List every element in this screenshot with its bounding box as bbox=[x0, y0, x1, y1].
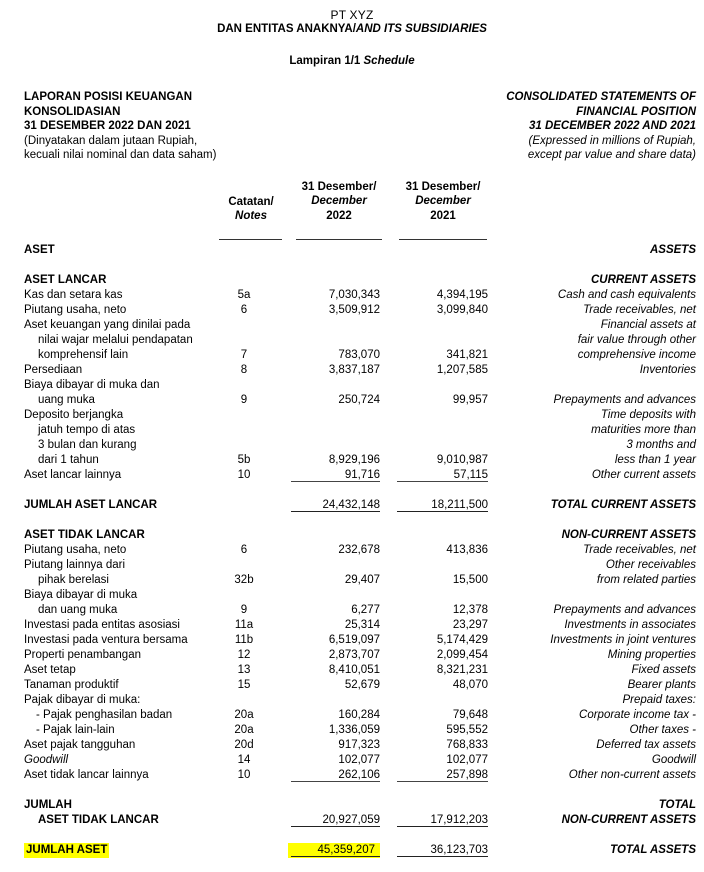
section-noncurrent-label-en: NON-CURRENT ASSETS bbox=[561, 528, 696, 541]
table-row bbox=[0, 363, 704, 378]
section-current-label: ASET LANCAR bbox=[24, 273, 107, 286]
table-row bbox=[0, 768, 704, 783]
row-label: Tanaman produktif bbox=[24, 678, 119, 691]
header-2022-line3: 2022 bbox=[326, 209, 352, 222]
title-id-line3: 31 DESEMBER 2022 DAN 2021 bbox=[24, 120, 191, 132]
column-headers bbox=[0, 179, 704, 241]
total-noncurrent-label-line2: ASET TIDAK LANCAR bbox=[38, 813, 159, 826]
row-value-2022: 52,679 bbox=[344, 678, 380, 691]
row-label-english: Other current assets bbox=[591, 468, 696, 481]
total-assets-2022 bbox=[282, 843, 385, 858]
row-value-2022: 2,873,707 bbox=[328, 648, 380, 661]
rule-under-notes bbox=[219, 239, 282, 240]
row-label-english: Investments in joint ventures bbox=[550, 633, 696, 646]
spacer-row bbox=[0, 258, 704, 273]
row-label-english: Financial assets at bbox=[600, 318, 696, 331]
column-header-2022 bbox=[296, 180, 382, 224]
table-row bbox=[0, 753, 704, 768]
table-row bbox=[0, 408, 704, 423]
row-label-english: from related parties bbox=[596, 573, 696, 586]
row-label-english: fair value through other bbox=[577, 333, 696, 346]
row-value-2021: 3,099,840 bbox=[436, 303, 488, 316]
row-note-reference: 12 bbox=[237, 648, 251, 661]
noncurrent-assets-rows bbox=[0, 543, 704, 783]
row-value-2022: 3,837,187 bbox=[328, 363, 380, 376]
table-row bbox=[0, 588, 704, 603]
title-en-line5: except par value and share data) bbox=[527, 149, 696, 161]
row-value-2022: 6,277 bbox=[351, 603, 380, 616]
table-row bbox=[0, 318, 704, 333]
row-value-2021: 341,821 bbox=[446, 348, 488, 361]
row-note-reference: 20a bbox=[234, 723, 254, 736]
row-value-2022: 3,509,912 bbox=[328, 303, 380, 316]
total-assets-label-en: TOTAL ASSETS bbox=[610, 843, 696, 856]
row-note-reference: 9 bbox=[240, 393, 248, 406]
total-current-assets-row bbox=[0, 498, 704, 513]
row-label: Piutang usaha, neto bbox=[24, 303, 127, 316]
row-label-english: Bearer plants bbox=[627, 678, 696, 691]
row-note-reference: 20d bbox=[234, 738, 254, 751]
table-row bbox=[0, 468, 704, 483]
row-label-english: comprehensive income bbox=[577, 348, 696, 361]
total-current-label: JUMLAH ASET LANCAR bbox=[24, 498, 158, 511]
table-row bbox=[0, 618, 704, 633]
header-2021-line3: 2021 bbox=[430, 209, 456, 222]
title-id-line4: (Dinyatakan dalam jutaan Rupiah, bbox=[24, 134, 198, 147]
row-note-reference: 5a bbox=[237, 288, 251, 301]
column-header-notes bbox=[213, 195, 289, 224]
spacer-row bbox=[0, 513, 704, 528]
row-value-2022: 102,077 bbox=[338, 753, 380, 766]
row-label: 3 bulan dan kurang bbox=[38, 438, 137, 451]
table-row bbox=[0, 558, 704, 573]
table-row bbox=[0, 393, 704, 408]
row-value-2022: 917,323 bbox=[338, 738, 380, 751]
row-note-reference: 13 bbox=[237, 663, 251, 676]
row-value-2021: 12,378 bbox=[452, 603, 488, 616]
row-value-2021: 48,070 bbox=[452, 678, 488, 691]
row-value-2022: 6,519,097 bbox=[328, 633, 380, 646]
company-name: PT XYZ bbox=[330, 8, 374, 22]
row-label: Deposito berjangka bbox=[24, 408, 124, 421]
row-note-reference: 10 bbox=[237, 768, 251, 781]
total-noncurrent-assets-row-line1 bbox=[0, 798, 704, 813]
table-row bbox=[0, 648, 704, 663]
row-label-english: Investments in associates bbox=[564, 618, 696, 631]
title-id-line2: KONSOLIDASIAN bbox=[24, 105, 121, 118]
statement-title-block bbox=[0, 90, 704, 163]
total-current-label-en: TOTAL CURRENT ASSETS bbox=[550, 498, 696, 511]
current-assets-rows bbox=[0, 288, 704, 483]
row-label-english: Other receivables bbox=[605, 558, 696, 571]
schedule-line bbox=[0, 54, 704, 68]
total-noncurrent-label-line1: JUMLAH bbox=[24, 798, 72, 811]
total-assets-label-cell bbox=[0, 843, 206, 858]
row-value-2021: 257,898 bbox=[385, 768, 490, 783]
row-value-2022: 160,284 bbox=[338, 708, 380, 721]
row-label: jatuh tempo di atas bbox=[38, 423, 136, 436]
table-row bbox=[0, 663, 704, 678]
row-note-reference: 10 bbox=[237, 468, 251, 481]
row-value-2021: 8,321,231 bbox=[436, 663, 488, 676]
table-row bbox=[0, 423, 704, 438]
statement-title-english bbox=[506, 90, 696, 163]
row-label: Piutang lainnya dari bbox=[24, 558, 126, 571]
row-value-2022: 91,716 bbox=[282, 468, 385, 483]
row-label: Goodwill bbox=[24, 753, 69, 766]
notes-header-id: Catatan/ bbox=[228, 195, 274, 208]
subsidiaries-id: DAN ENTITAS ANAKNYA/ bbox=[217, 23, 356, 35]
subsidiaries-en: AND ITS SUBSIDIARIES bbox=[355, 23, 487, 35]
row-label-english: Corporate income tax - bbox=[579, 708, 696, 721]
subsidiaries-line bbox=[0, 22, 704, 37]
row-value-2022: 8,929,196 bbox=[328, 453, 380, 466]
table-row bbox=[0, 738, 704, 753]
row-label-english: Prepayments and advances bbox=[553, 603, 696, 616]
row-label-english: Other taxes - bbox=[629, 723, 696, 736]
row-note-reference: 15 bbox=[237, 678, 251, 691]
table-row bbox=[0, 723, 704, 738]
row-label: Properti penambangan bbox=[24, 648, 141, 661]
total-current-2022: 24,432,148 bbox=[282, 498, 385, 513]
statement-body bbox=[0, 243, 704, 858]
row-label: komprehensif lain bbox=[38, 348, 129, 361]
total-noncurrent-label-en-line1: TOTAL bbox=[658, 798, 696, 811]
row-label-english: Prepaid taxes: bbox=[622, 693, 696, 706]
table-row bbox=[0, 543, 704, 558]
table-row bbox=[0, 378, 704, 393]
row-value-2022: 1,336,059 bbox=[328, 723, 380, 736]
row-label: Aset tetap bbox=[24, 663, 76, 676]
row-label-english: maturities more than bbox=[591, 423, 696, 436]
row-value-2021: 79,648 bbox=[452, 708, 488, 721]
title-en-line3: 31 DECEMBER 2022 AND 2021 bbox=[528, 120, 696, 132]
row-label-english: Goodwill bbox=[651, 753, 696, 766]
row-label: Kas dan setara kas bbox=[24, 288, 123, 301]
row-value-2021: 413,836 bbox=[446, 543, 488, 556]
statement-title-indonesian bbox=[24, 90, 216, 163]
row-value-2021: 1,207,585 bbox=[436, 363, 488, 376]
row-note-reference: 11a bbox=[234, 618, 254, 631]
row-value-2022: 8,410,051 bbox=[328, 663, 380, 676]
table-row bbox=[0, 288, 704, 303]
row-label-english: Deferred tax assets bbox=[596, 738, 696, 751]
spacer-row bbox=[0, 483, 704, 498]
column-header-2021 bbox=[399, 180, 487, 224]
row-note-reference: 32b bbox=[234, 573, 254, 586]
row-value-2021: 102,077 bbox=[446, 753, 488, 766]
header-2021-line1: 31 Desember/ bbox=[405, 180, 481, 193]
row-note-reference: 5b bbox=[237, 453, 251, 466]
total-noncurrent-label-en-line2: NON-CURRENT ASSETS bbox=[561, 813, 696, 826]
row-label-english: Trade receivables, net bbox=[583, 543, 696, 556]
title-en-line1: CONSOLIDATED STATEMENTS OF bbox=[506, 91, 696, 103]
row-value-2021: 768,833 bbox=[446, 738, 488, 751]
row-label-english: less than 1 year bbox=[614, 453, 696, 466]
section-heading-current-assets bbox=[0, 273, 704, 288]
row-label: Biaya dibayar di muka dan bbox=[24, 378, 160, 391]
table-row bbox=[0, 603, 704, 618]
row-label: dari 1 tahun bbox=[38, 453, 99, 466]
section-heading-assets bbox=[0, 243, 704, 258]
section-assets-label-en: ASSETS bbox=[649, 243, 696, 256]
row-value-2022: 25,314 bbox=[344, 618, 380, 631]
row-note-reference: 11b bbox=[234, 633, 254, 646]
row-label-english: 3 months and bbox=[626, 438, 696, 451]
row-label-english: Trade receivables, net bbox=[583, 303, 696, 316]
table-row bbox=[0, 693, 704, 708]
title-en-line2: FINANCIAL POSITION bbox=[576, 105, 696, 118]
header-2022-line1: 31 Desember/ bbox=[301, 180, 377, 193]
title-en-line4: (Expressed in millions of Rupiah, bbox=[528, 134, 696, 147]
rule-under-2022 bbox=[296, 239, 382, 240]
total-assets-2021: 36,123,703 bbox=[385, 843, 490, 858]
row-value-2022: 29,407 bbox=[344, 573, 380, 586]
row-label: Persediaan bbox=[24, 363, 83, 376]
row-value-2021: 4,394,195 bbox=[436, 288, 488, 301]
table-row bbox=[0, 348, 704, 363]
table-row bbox=[0, 573, 704, 588]
row-value-2022: 783,070 bbox=[338, 348, 380, 361]
row-note-reference: 20a bbox=[234, 708, 254, 721]
schedule-id: Lampiran 1/1 bbox=[289, 55, 364, 67]
header-2022-line2: December bbox=[311, 195, 367, 207]
row-label: Investasi pada ventura bersama bbox=[24, 633, 188, 646]
row-label: Aset lancar lainnya bbox=[24, 468, 122, 481]
row-label: Piutang usaha, neto bbox=[24, 543, 127, 556]
notes-header-en: Notes bbox=[235, 210, 267, 222]
row-value-2021: 99,957 bbox=[452, 393, 488, 406]
row-value-2021: 5,174,429 bbox=[436, 633, 488, 646]
row-label-english: Fixed assets bbox=[631, 663, 696, 676]
row-note-reference: 6 bbox=[240, 303, 248, 316]
section-noncurrent-label: ASET TIDAK LANCAR bbox=[24, 528, 145, 541]
section-assets-label: ASET bbox=[24, 243, 55, 256]
rule-under-2021 bbox=[399, 239, 487, 240]
row-value-2022: 250,724 bbox=[338, 393, 380, 406]
table-row bbox=[0, 708, 704, 723]
row-label: pihak berelasi bbox=[38, 573, 109, 586]
section-current-label-en: CURRENT ASSETS bbox=[591, 273, 696, 286]
row-value-2022: 262,106 bbox=[282, 768, 385, 783]
row-label: Aset pajak tangguhan bbox=[24, 738, 136, 751]
row-label-english: Cash and cash equivalents bbox=[557, 288, 696, 301]
row-note-reference: 6 bbox=[240, 543, 248, 556]
table-row bbox=[0, 678, 704, 693]
row-label: Aset tidak lancar lainnya bbox=[24, 768, 149, 781]
header-2021-line2: December bbox=[415, 195, 471, 207]
row-value-2021: 57,115 bbox=[385, 468, 490, 483]
spacer-row bbox=[0, 828, 704, 843]
row-label: - Pajak penghasilan badan bbox=[36, 708, 173, 721]
table-row bbox=[0, 333, 704, 348]
spacer-row bbox=[0, 783, 704, 798]
title-id-line5: kecuali nilai nominal dan data saham) bbox=[24, 149, 217, 161]
row-value-2021: 2,099,454 bbox=[436, 648, 488, 661]
total-assets-2022-value: 45,359,207 bbox=[288, 843, 380, 858]
row-note-reference: 14 bbox=[237, 753, 251, 766]
row-note-reference: 9 bbox=[240, 603, 248, 616]
row-label: nilai wajar melalui pendapatan bbox=[38, 333, 193, 346]
row-note-reference: 8 bbox=[240, 363, 248, 376]
row-label: uang muka bbox=[38, 393, 95, 406]
document-header bbox=[0, 0, 704, 68]
table-row bbox=[0, 438, 704, 453]
row-label-english: Other non-current assets bbox=[568, 768, 696, 781]
row-label: Biaya dibayar di muka bbox=[24, 588, 138, 601]
row-label: Pajak dibayar di muka: bbox=[24, 693, 141, 706]
row-value-2021: 9,010,987 bbox=[436, 453, 488, 466]
row-value-2022: 232,678 bbox=[338, 543, 380, 556]
table-row bbox=[0, 453, 704, 468]
section-heading-noncurrent-assets bbox=[0, 528, 704, 543]
row-label: - Pajak lain-lain bbox=[36, 723, 115, 736]
title-id-line1: LAPORAN POSISI KEUANGAN bbox=[24, 91, 193, 103]
row-label-english: Time deposits with bbox=[600, 408, 696, 421]
row-label-english: Mining properties bbox=[607, 648, 696, 661]
row-note-reference: 7 bbox=[240, 348, 248, 361]
row-value-2021: 23,297 bbox=[452, 618, 488, 631]
row-value-2021: 595,552 bbox=[446, 723, 488, 736]
total-assets-label: JUMLAH ASET bbox=[26, 843, 108, 856]
row-value-2021: 15,500 bbox=[452, 573, 488, 586]
row-label: Aset keuangan yang dinilai pada bbox=[24, 318, 191, 331]
total-current-2021: 18,211,500 bbox=[385, 498, 490, 513]
total-noncurrent-2022: 20,927,059 bbox=[282, 813, 385, 828]
row-label: Investasi pada entitas asosiasi bbox=[24, 618, 180, 631]
schedule-en: Schedule bbox=[363, 55, 415, 67]
row-label: dan uang muka bbox=[38, 603, 118, 616]
total-assets-row bbox=[0, 843, 704, 858]
table-row bbox=[0, 303, 704, 318]
row-label-english: Inventories bbox=[639, 363, 696, 376]
row-value-2022: 7,030,343 bbox=[328, 288, 380, 301]
table-row bbox=[0, 633, 704, 648]
row-label-english: Prepayments and advances bbox=[553, 393, 696, 406]
total-noncurrent-assets-row-line2 bbox=[0, 813, 704, 828]
total-noncurrent-2021: 17,912,203 bbox=[385, 813, 490, 828]
